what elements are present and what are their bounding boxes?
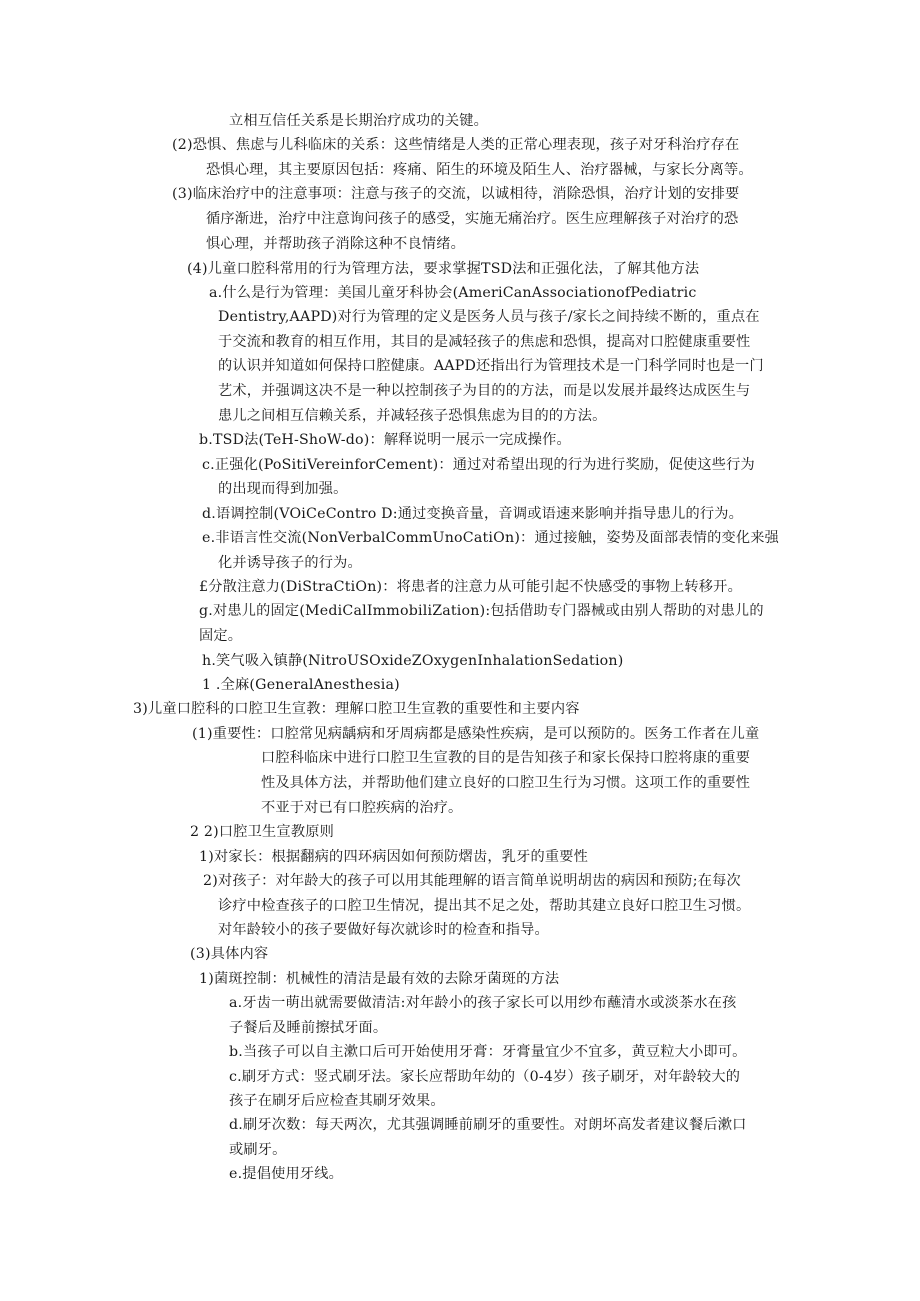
text-line: b.当孩子可以自主漱口后可开始使用牙膏：牙膏量宜少不宜多，黄豆粒大小即可。 <box>229 1044 747 1060</box>
text-line: 3)儿童口腔科的口腔卫生宣教：理解口腔卫生宣教的重要性和主要内容 <box>133 701 580 717</box>
text-line: 2 2)口腔卫生宣教原则 <box>190 824 334 840</box>
text-line: 的认识并知道如何保持口腔健康。AAPD还指出行为管理技术是一门科学同时也是一门 <box>218 358 764 374</box>
text-line: d.刷牙次数：每天两次，尤其强调睡前刷牙的重要性。对朗坏高发者建议餐后漱口 <box>229 1117 747 1133</box>
text-line: 不亚于对已有口腔疾病的治疗。 <box>261 800 463 816</box>
text-line: 1 .全麻(GeneralAnesthesia) <box>202 677 400 693</box>
text-line: a.牙齿一萌出就需要做清洁:对年龄小的孩子家长可以用纱布蘸清水或淡茶水在孩 <box>229 995 737 1011</box>
text-line: 1)菌斑控制：机械性的清洁是最有效的去除牙菌斑的方法 <box>199 971 560 987</box>
text-line: 口腔科临床中进行口腔卫生宣教的目的是告知孩子和家长保持口腔将康的重要 <box>261 750 751 766</box>
text-line: 诊疗中检查孩子的口腔卫生情况，提出其不足之处，帮助其建立良好口腔卫生习惯。 <box>218 898 751 914</box>
text-line: c.刷牙方式：竖式刷牙法。家长应帮助年幼的（0-4岁）孩子刷牙，对年龄较大的 <box>229 1069 741 1085</box>
text-line: 1)对家长：根据翻病的四环病因如何预防熠齿，乳牙的重要性 <box>199 849 589 865</box>
text-line: 性及具体方法，并帮助他们建立良好的口腔卫生行为习惯。这项工作的重要性 <box>261 775 751 791</box>
text-line: 立相互信任关系是长期治疗成功的关键。 <box>229 113 488 129</box>
text-line: 固定。 <box>199 628 243 644</box>
text-line: (2)恐惧、焦虑与儿科临床的关系：这些情绪是人类的正常心理表现，孩子对牙科治疗存在 <box>172 137 740 153</box>
text-line: 孩子在刷牙后应检查其刷牙效果。 <box>229 1093 445 1109</box>
text-line: 恐惧心理，其主要原因包括：疼痛、陌生的环境及陌生人、治疗器械，与家长分离等。 <box>206 162 753 178</box>
text-line: g.对患儿的固定(MediCalImmobiliZation):包括借助专门器械或由别人帮助的对患儿的 <box>199 603 764 619</box>
text-line: e.提倡使用牙线。 <box>229 1166 344 1182</box>
text-line: 于交流和教育的相互作用，其目的是减轻孩子的焦虑和恐惧，提高对口腔健康重要性 <box>218 334 751 350</box>
text-line: a.什么是行为管理：美国儿童牙科协会(AmeriCanAssociationofPediatric <box>209 285 697 301</box>
text-line: e.非语言性交流(NonVerbalCommUnoCatiOn)：通过接触，姿势及面部表情的变化来强 <box>202 530 780 546</box>
text-line: 或刷牙。 <box>229 1142 287 1158</box>
text-line: 惧心理，并帮助孩子消除这种不良情绪。 <box>206 236 465 252</box>
text-line: 子餐后及睡前擦拭牙面。 <box>229 1020 388 1036</box>
text-line: 的出现而得到加强。 <box>218 481 348 497</box>
text-line: b.TSD法(TeH-ShoW-do)：解释说明一展示一完成操作。 <box>199 432 571 448</box>
text-line: 2)对孩子：对年龄大的孩子可以用其能理解的语言简单说明胡齿的病因和预防;在每次 <box>203 873 741 889</box>
text-line: Dentistry,AAPD)对行为管理的定义是医务人员与孩子/家长之间持续不断的，重点在 <box>218 309 760 325</box>
text-line: 艺术，并强调这决不是一种以控制孩子为目的的方法，而是以发展并最终达成医生与 <box>218 383 751 399</box>
text-line: h.笑气吸入镇静(NitroUSOxideZOxygenInhalationSedation) <box>202 653 624 669</box>
text-line: 化并诱导孩子的行为。 <box>218 555 362 571</box>
text-line: 对年龄较小的孩子要做好每次就诊时的检查和指导。 <box>218 922 549 938</box>
text-line: 患儿之间相互信赖关系，并减轻孩子恐惧焦虑为目的的方法。 <box>218 408 607 424</box>
text-line: (4)儿童口腔科常用的行为管理方法，要求掌握TSD法和正强化法，了解其他方法 <box>187 261 700 277</box>
text-line: d.语调控制(VOiCeContro D:通过变换音量，音调或语速来影响并指导患儿的行为。 <box>202 506 744 522</box>
text-line: 循序渐进，治疗中注意询问孩子的感受，实施无痛治疗。医生应理解孩子对治疗的恐 <box>206 211 739 227</box>
text-line: (3)具体内容 <box>190 946 269 962</box>
text-line: £分散注意力(DiStraCtiOn)：将患者的注意力从可能引起不快感受的事物上转移开。 <box>199 579 742 595</box>
text-line: c.正强化(PoSitiVereinforCement)：通过对希望出现的行为进行奖励，促使这些行为 <box>202 457 755 473</box>
text-line: (1)重要性：口腔常见病龋病和牙周病都是感染性疾病，是可以预防的。医务工作者在儿童 <box>192 726 760 742</box>
text-line: (3)临床治疗中的注意事项：注意与孩子的交流，以诚相待，消除恐惧，治疗计划的安排要 <box>172 186 740 202</box>
